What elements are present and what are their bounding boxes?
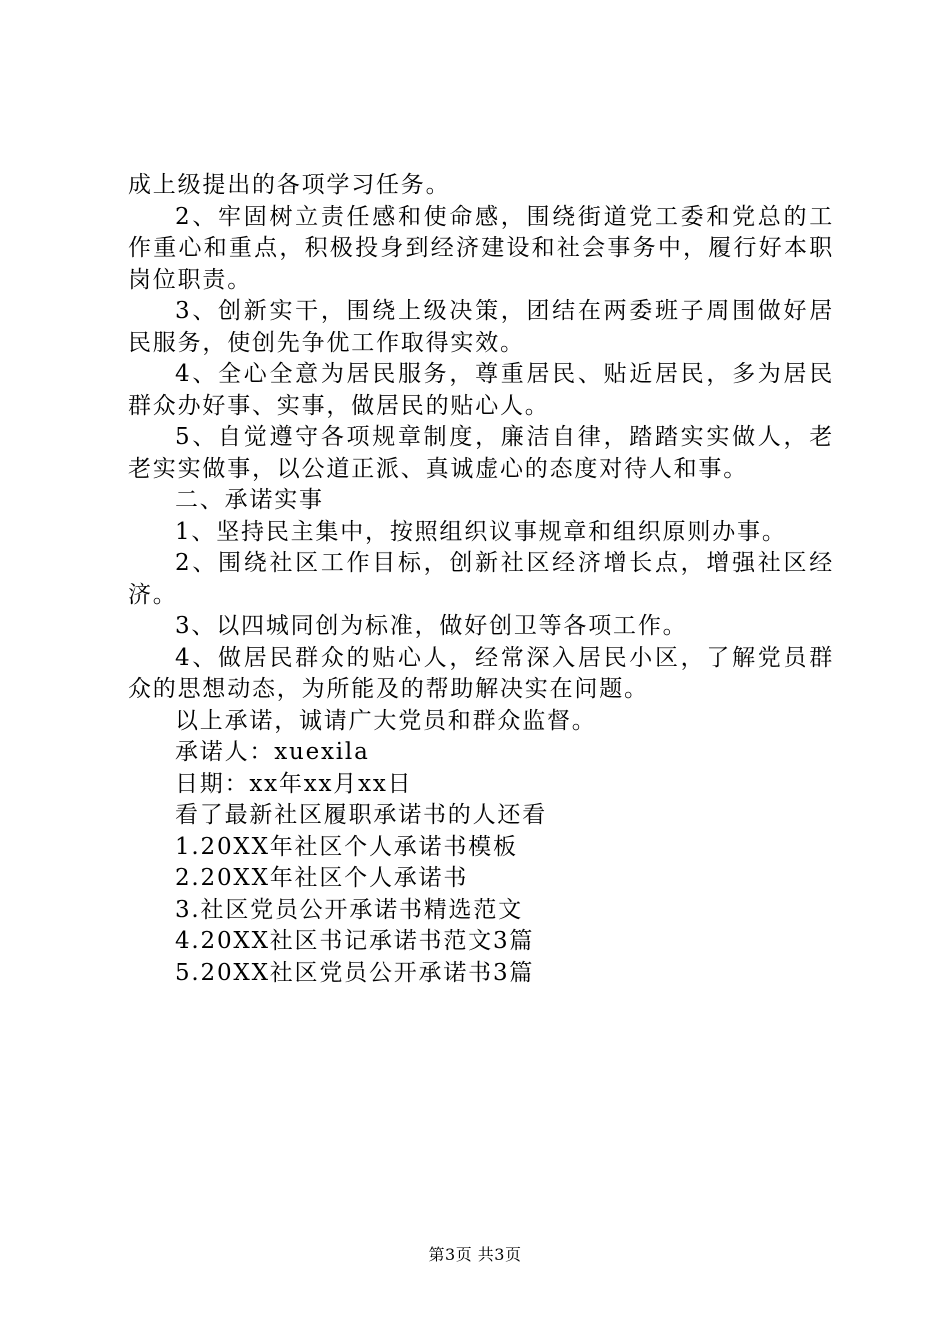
related-item: 2.20XX年社区个人承诺书: [175, 865, 469, 891]
paragraph: 以上承诺，诚请广大党员和群众监督。: [175, 707, 597, 734]
related-item: 3.社区党员公开承诺书精选范文: [175, 896, 523, 923]
section-heading: 二、承诺实事: [175, 487, 324, 513]
related-item: 5.20XX社区党员公开承诺书3篇: [175, 959, 535, 986]
paragraph: 4、全心全意为居民服务，尊重居民、贴近居民，多为居民群众办好事、实事，做居民的贴心人。: [128, 361, 834, 419]
date-line: 日期：xx年xx月xx日: [175, 770, 413, 797]
related-item: 4.20XX社区书记承诺书范文3篇: [175, 928, 535, 954]
paragraph: 1、坚持民主集中，按照组织议事规章和组织原则办事。: [175, 518, 787, 545]
related-heading: 看了最新社区履职承诺书的人还看: [175, 802, 547, 828]
page-number-footer: 第3页 共3页: [428, 1245, 522, 1264]
paragraph: 4、做居民群众的贴心人，经常深入居民小区，了解党员群众的思想动态，为所能及的帮助解决实在问题。: [128, 644, 834, 702]
related-item: 1.20XX年社区个人承诺书模板: [175, 833, 518, 860]
paragraph: 3、以四城同创为标准，做好创卫等各项工作。: [175, 613, 688, 639]
paragraph: 2、牢固树立责任感和使命感，围绕街道党工委和党总的工作重心和重点，积极投身到经济建设和社会事务中，履行好本职岗位职责。: [128, 203, 834, 293]
signatory-line: 承诺人：xuexila: [175, 739, 370, 765]
paragraph: 3、创新实干，围绕上级决策，团结在两委班子周围做好居民服务，使创先争优工作取得实效。: [128, 298, 834, 356]
paragraph: 2、围绕社区工作目标，创新社区经济增长点，增强社区经济。: [128, 550, 834, 608]
paragraph: 5、自觉遵守各项规章制度，廉洁自律，踏踏实实做人，老老实实做事，以公道正派、真诚虚心的态度对待人和事。: [128, 424, 834, 482]
document-body: [128, 170, 834, 989]
paragraph: 成上级提出的各项学习任务。: [128, 172, 451, 198]
